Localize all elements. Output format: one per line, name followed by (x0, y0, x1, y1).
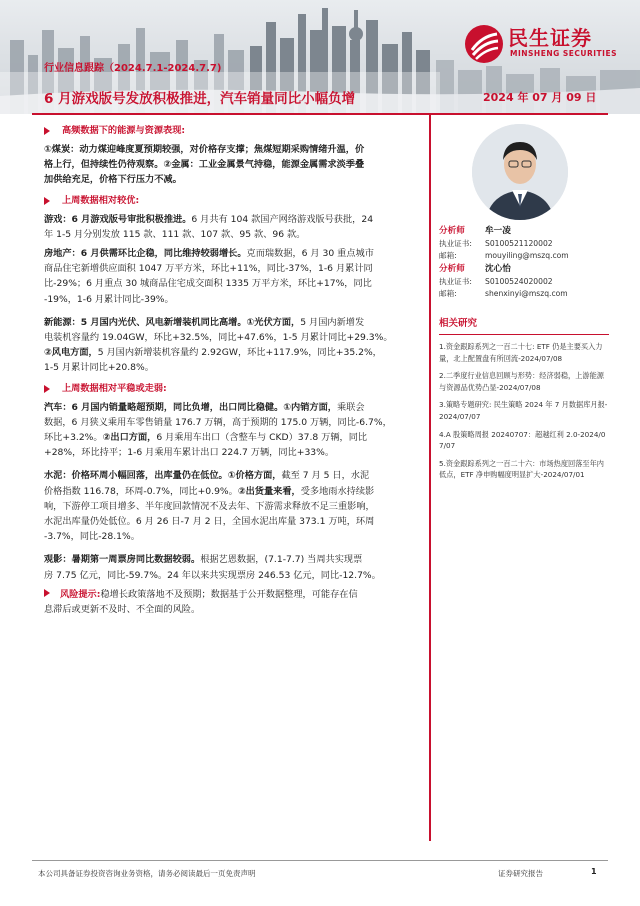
brand-name-en: MINSHENG SECURITIES (510, 49, 617, 58)
header-banner (0, 0, 640, 114)
analyst-1-email: 邮箱: mouyiling@mszq.com (439, 251, 569, 260)
brand-logo (464, 22, 634, 66)
analyst-1-name-row: 分析师 牟一凌 (439, 226, 511, 236)
analyst-photo (472, 124, 568, 220)
main-content (44, 124, 420, 617)
related-item[interactable]: 1.资金跟踪系列之一百二十七: ETF 仍是主要买入力量，北上配置盘有所回流-2024/07/08 (439, 342, 603, 363)
paragraph-real-estate: 房地产：6 月供需环比企稳，同比维持较弱增长。克而瑞数据，6 月 30 重点城市 商品住宅新增供应面积 1047 万平方米，环比+11%，同比-37%，1-6 月累计同 比-29%；6 月重点 30 城商品住宅成交面积 1335 万平方米，环比+17%，同比 -19%，1-6 月累计同比-39%。 (44, 248, 374, 305)
header-divider (32, 113, 608, 115)
triangle-bullet-icon (44, 127, 50, 135)
section-heading-better: 上周数据相对较优: (44, 194, 420, 208)
section-heading-weaker: 上周数据相对平稳或走弱: (44, 382, 420, 396)
brand-name-cn: 民生证券 (508, 26, 592, 50)
minsheng-logo-icon (464, 24, 504, 64)
report-date: 2024 年 07 月 09 日 (483, 91, 597, 104)
analyst-portrait-icon (472, 124, 568, 220)
paragraph-new-energy: 新能源：5 月国内光伏、风电新增装机同比高增。①光伏方面，5 月国内新增发 电装机容量约 19.04GW，环比+32.5%，同比+47.6%，1-5 月累计同比+29.3%。 ②风电方面，5 月国内新增装机容量约 2.92GW，环比+117.9%，同比+35.2%， 1-5 月累计同比+20.8%。 (44, 316, 393, 374)
related-item[interactable]: 3.策略专题研究: 民生策略 2024 年 7 月数据库月报-2024/07/07 (439, 400, 608, 421)
related-item[interactable]: 5.资金跟踪系列之一百二十六：市场热度回落至年内低点，ETF 净申购幅度明显扩大-2024/07/01 (439, 458, 604, 480)
analyst-2-cert: 执业证书: S0100524020002 (439, 277, 553, 286)
analyst-info (439, 224, 609, 300)
section-heading-energy: 高频数据下的能源与资源表现: (44, 124, 420, 138)
related-research (439, 317, 609, 481)
paragraph-energy: ①煤炭：动力煤迎峰度夏预期较强，对价格存支撑；焦煤短期采购情绪升温，价 格上行，但持续性仍待观察。②金属：工业金属景气持稳，能源金属需求淡季叠 加供给充足，价格下行压力不减。 (44, 144, 365, 186)
paragraph-game: 游戏：6 月游戏版号审批积极推进。6 月共有 104 款国产网络游戏版号获批，24 年 1-5 月分别发放 115 款、111 款、107 款、95 款、96 款。 (44, 213, 374, 240)
paragraph-cement: 水泥：价格环周小幅回落，出库量仍在低位。①价格方面，截至 7 月 5 日，水泥 价格指数 116.78，环周-0.7%，同比+0.9%。②出货量来看，受多地雨水持续影 响，下游停工项目增多、半年度回款情况不及去年、下游需求释放不足三重影响， 水泥出库量仍处低位。6 月 26 日-7 月 2 日，全国水泥出库量 373.1 万吨，环周 -3.7%，同比-28.1%。 (44, 470, 375, 543)
report-title: 6 月游戏版号发放积极推进，汽车销量同比小幅负增 (44, 91, 356, 107)
report-type: 行业信息跟踪（2024.7.1-2024.7.7) (44, 63, 222, 74)
related-item[interactable]: 2.二季度行业信息回顾与形势：经济弱稳，上游能源与资源品优势凸显-2024/07/08 (439, 371, 604, 392)
column-divider (429, 115, 431, 841)
footer-doc-type: 证券研究报告 (498, 869, 543, 878)
triangle-bullet-icon (44, 385, 50, 393)
paragraph-risk: 风险提示:稳增长政策落地不及预期；数据基于公开数据整理，可能存在信 息滞后或更新不及时、不全面的风险。 (44, 588, 358, 616)
footer-divider (32, 860, 608, 861)
related-research-title: 相关研究 (439, 317, 609, 335)
footer-disclaimer: 本公司具备证券投资咨询业务资格，请务必阅读最后一页免责声明 (38, 869, 256, 878)
analyst-1-cert: 执业证书: S0100521120002 (439, 239, 553, 248)
analyst-2-email: 邮箱: shenxinyi@mszq.com (439, 289, 568, 298)
page-number: 1 (591, 867, 597, 876)
risk-heading: 风险提示: (60, 588, 101, 600)
related-item[interactable]: 4.A 股策略周报 20240707：超越红利 2.0-2024/07/07 (439, 429, 606, 451)
triangle-bullet-icon (44, 197, 50, 205)
triangle-bullet-icon (44, 589, 50, 597)
paragraph-auto: 汽车：6 月国内销量略超预期，同比负增，出口同比稳健。①内销方面，乘联会 数据，6 月狭义乘用车零售销量 176.7 万辆，高于预期的 175.0 万辆，同比-6.7%， 环比+3.2%。②出口方面，6 月乘用车出口（含整车与 CKD）37.8 万辆，同比 +28%，环比持平；1-6 月乘用车累计出口 224.7 万辆，同比+33%。 (44, 401, 392, 459)
analyst-2-name-row: 分析师 沈心怡 (439, 264, 511, 274)
paragraph-movie: 观影：暑期第一周票房同比数据较弱。根据艺恩数据，(7.1-7.7) 当周共实现票 房 7.75 亿元，同比-59.7%。24 年以来共实现票房 246.53 亿元，同比-12.7%。 (44, 554, 381, 581)
